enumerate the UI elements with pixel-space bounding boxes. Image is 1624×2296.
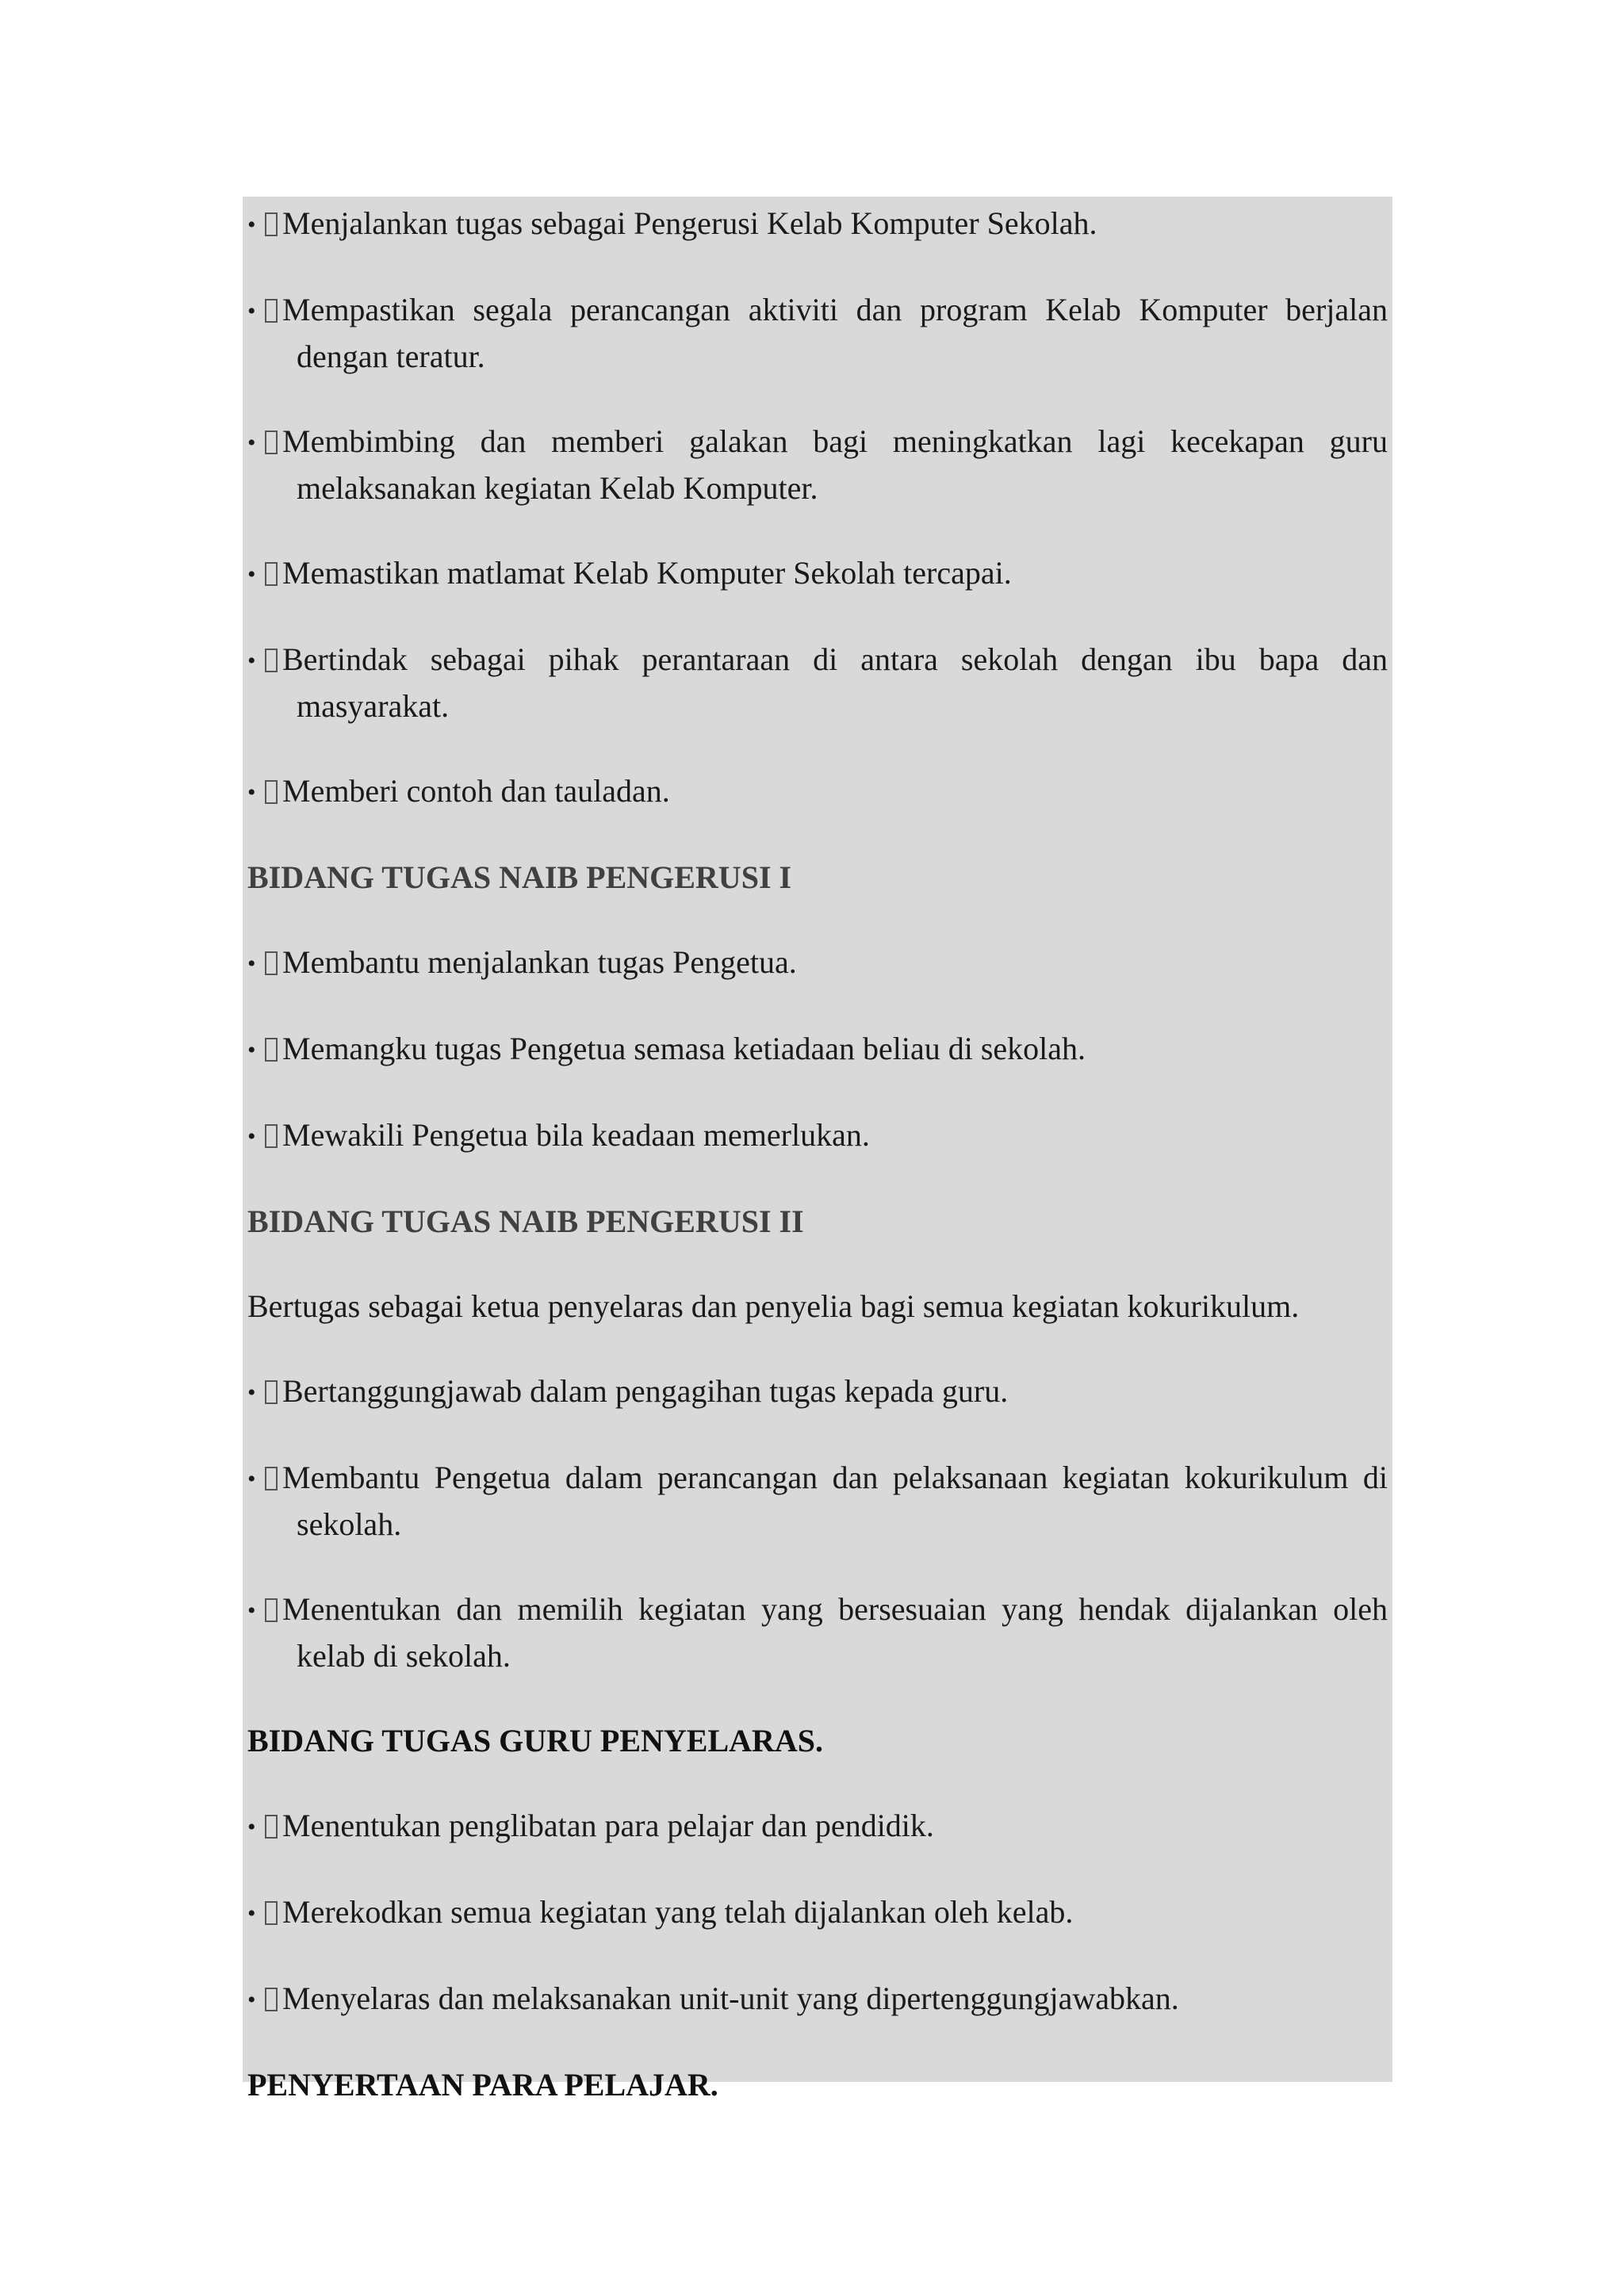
missing-glyph-box bbox=[265, 1124, 278, 1148]
missing-glyph-box bbox=[265, 780, 278, 804]
missing-glyph-box bbox=[265, 212, 278, 236]
section-heading-penyertaan-para-pelajar: PENYERTAAN PARA PELAJAR. bbox=[247, 2067, 718, 2103]
list-item bbox=[247, 637, 1388, 729]
pengerusi-list bbox=[247, 201, 1388, 815]
bullet-dot: • bbox=[247, 1466, 256, 1492]
list-item bbox=[247, 1455, 1388, 1547]
list-item-text: Merekodkan semua kegiatan yang telah dijalankan oleh kelab. bbox=[282, 1894, 1074, 1930]
guru-penyelaras-list bbox=[247, 1803, 1388, 2022]
bullet-dot: • bbox=[247, 648, 256, 674]
bullet-marker bbox=[247, 1112, 282, 1159]
missing-glyph-box bbox=[265, 1815, 278, 1839]
list-item bbox=[247, 419, 1388, 511]
bullet-marker bbox=[247, 939, 282, 986]
section-heading-naib-pengerusi-1: BIDANG TUGAS NAIB PENGERUSI I bbox=[247, 859, 792, 895]
section-heading-guru-penyelaras: BIDANG TUGAS GURU PENYELARAS. bbox=[247, 1723, 824, 1758]
bullet-marker bbox=[247, 287, 282, 334]
bullet-marker bbox=[247, 1976, 282, 2022]
list-item-text: Memangku tugas Pengetua semasa ketiadaan beliau di sekolah. bbox=[282, 1031, 1086, 1066]
list-item bbox=[247, 1368, 1388, 1415]
bullet-marker bbox=[247, 1803, 282, 1850]
bullet-dot: • bbox=[247, 951, 256, 977]
bullet-marker bbox=[247, 1889, 282, 1936]
missing-glyph-box bbox=[265, 430, 278, 454]
bullet-dot: • bbox=[247, 779, 256, 806]
bullet-dot: • bbox=[247, 430, 256, 456]
bullet-marker bbox=[247, 1586, 282, 1633]
list-item-text: Menentukan dan memilih kegiatan yang bersesuaian yang hendak dijalankan oleh kelab di sekolah. bbox=[282, 1591, 1388, 1674]
bullet-marker bbox=[247, 419, 282, 465]
bullet-dot: • bbox=[247, 212, 256, 238]
list-item-text: Membimbing dan memberi galakan bagi meningkatkan lagi kecekapan guru melaksanakan kegiatan Kelab Komputer. bbox=[282, 423, 1388, 506]
bullet-dot: • bbox=[247, 1598, 256, 1624]
missing-glyph-box bbox=[265, 1988, 278, 2011]
bullet-marker bbox=[247, 637, 282, 683]
bullet-marker bbox=[247, 768, 282, 815]
missing-glyph-box bbox=[265, 1467, 278, 1490]
list-item bbox=[247, 768, 1388, 815]
bullet-dot: • bbox=[247, 1987, 256, 2013]
missing-glyph-box bbox=[265, 951, 278, 975]
list-item-text: Menentukan penglibatan para pelajar dan pendidik. bbox=[282, 1808, 934, 1843]
missing-glyph-box bbox=[265, 1038, 278, 1062]
missing-glyph-box bbox=[265, 562, 278, 586]
bullet-marker bbox=[247, 1026, 282, 1073]
list-item bbox=[247, 1976, 1388, 2022]
missing-glyph-box bbox=[265, 1901, 278, 1925]
missing-glyph-box bbox=[265, 649, 278, 672]
bullet-marker bbox=[247, 550, 282, 597]
list-item-text: Mewakili Pengetua bila keadaan memerlukan. bbox=[282, 1117, 870, 1153]
missing-glyph-box bbox=[265, 1380, 278, 1404]
list-item bbox=[247, 201, 1388, 247]
list-item-text: Memberi contoh dan tauladan. bbox=[282, 773, 670, 809]
bullet-marker bbox=[247, 1455, 282, 1502]
list-item-text: Bertindak sebagai pihak perantaraan di antara sekolah dengan ibu bapa dan masyarakat. bbox=[282, 641, 1388, 724]
bullet-dot: • bbox=[247, 561, 256, 587]
list-item-text: Membantu menjalankan tugas Pengetua. bbox=[282, 944, 797, 980]
list-item bbox=[247, 287, 1388, 379]
bullet-dot: • bbox=[247, 1123, 256, 1150]
bullet-marker bbox=[247, 201, 282, 247]
list-item-text: Bertanggungjawab dalam pengagihan tugas kepada guru. bbox=[282, 1373, 1009, 1409]
list-item bbox=[247, 1889, 1388, 1936]
list-item bbox=[247, 550, 1388, 597]
naib-pengerusi-1-list bbox=[247, 939, 1388, 1159]
list-item bbox=[247, 1803, 1388, 1850]
list-item-text: Mempastikan segala perancangan aktiviti dan program Kelab Komputer berjalan dengan teratur. bbox=[282, 292, 1388, 374]
list-item bbox=[247, 1026, 1388, 1073]
bullet-dot: • bbox=[247, 298, 256, 324]
list-item bbox=[247, 1586, 1388, 1678]
list-item bbox=[247, 1112, 1388, 1159]
bullet-dot: • bbox=[247, 1037, 256, 1063]
missing-glyph-box bbox=[265, 299, 278, 323]
section-heading-naib-pengerusi-2: BIDANG TUGAS NAIB PENGERUSI II bbox=[247, 1203, 804, 1239]
bullet-marker bbox=[247, 1368, 282, 1415]
bullet-dot: • bbox=[247, 1900, 256, 1927]
list-item bbox=[247, 939, 1388, 986]
list-item-text: Menyelaras dan melaksanakan unit-unit yang dipertenggungjawabkan. bbox=[282, 1980, 1179, 2016]
naib-pengerusi-2-intro: Bertugas sebagai ketua penyelaras dan penyelia bagi semua kegiatan kokurikulum. bbox=[247, 1288, 1300, 1324]
list-item-text: Membantu Pengetua dalam perancangan dan pelaksanaan kegiatan kokurikulum di sekolah. bbox=[282, 1460, 1388, 1542]
list-item-text: Menjalankan tugas sebagai Pengerusi Kelab Komputer Sekolah. bbox=[282, 205, 1097, 241]
bullet-dot: • bbox=[247, 1814, 256, 1840]
document-content bbox=[247, 201, 1388, 2147]
naib-pengerusi-2-list bbox=[247, 1368, 1388, 1678]
list-item-text: Memastikan matlamat Kelab Komputer Sekolah tercapai. bbox=[282, 555, 1012, 591]
missing-glyph-box bbox=[265, 1598, 278, 1622]
bullet-dot: • bbox=[247, 1380, 256, 1406]
